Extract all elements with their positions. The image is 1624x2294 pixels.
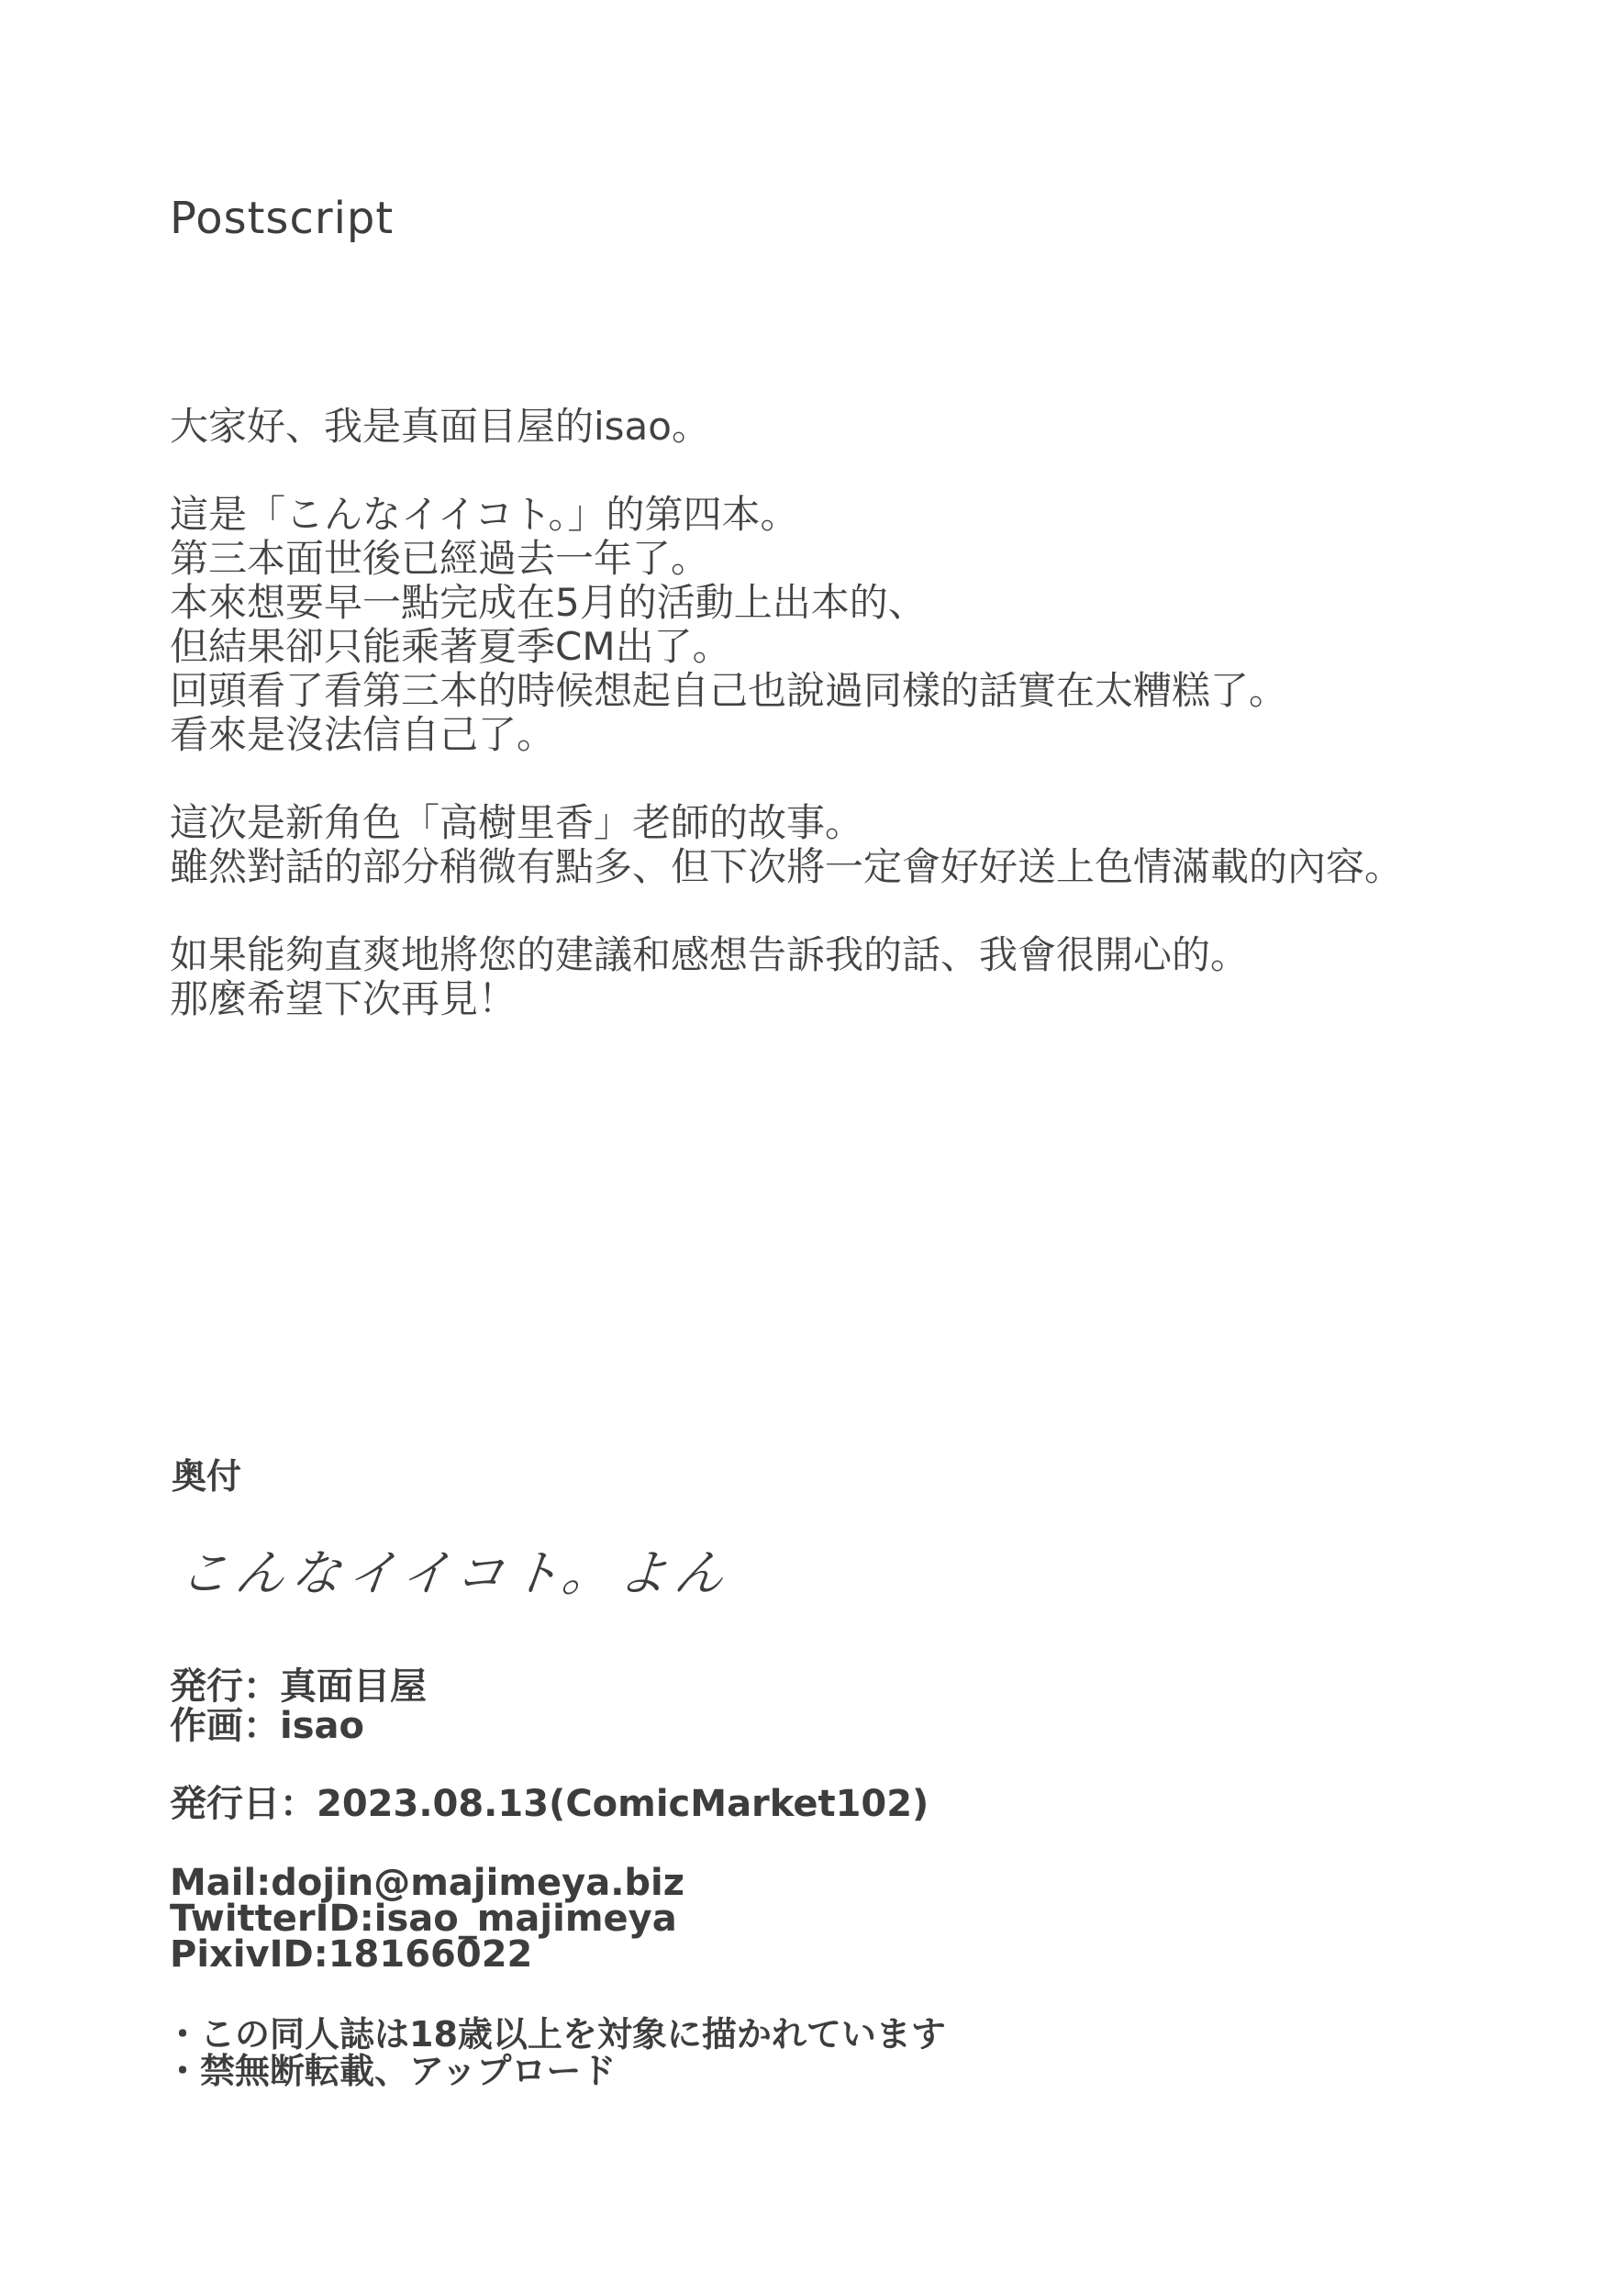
body-line: 第三本面世後已經過去一年了。 — [170, 536, 710, 581]
no-repost-notice: ・禁無断転載、アップロード — [165, 2051, 617, 2091]
body-line-blank — [170, 889, 1403, 933]
body-line: 如果能夠直爽地將您的建議和感想告訴我的話、我會很開心的。 — [170, 932, 1250, 977]
contact-pixiv: PixivID:18166022 — [170, 1933, 533, 1976]
body-line: 那麼希望下次再見！ — [170, 976, 517, 1021]
body-line: 看來是沒法信自己了。 — [170, 712, 556, 757]
body-line: 但結果卻只能乘著夏季CM出了。 — [170, 624, 731, 669]
book-title-handwritten: こんなイイコト。よん — [176, 1544, 734, 1602]
body-line: 大家好、我是真面目屋的isao。 — [170, 404, 710, 449]
body-line: 雖然對話的部分稍微有點多、但下次將一定會好好送上色情滿載的內容。 — [170, 844, 1404, 889]
colophon-heading: 奥付 — [172, 1456, 242, 1497]
afterword-body — [170, 405, 1403, 1021]
body-line: 回頭看了看第三本的時候想起自己也說過同樣的話實在太糟糕了。 — [170, 668, 1288, 713]
body-line: 這次是新角色「高樹里香」老師的故事。 — [170, 800, 864, 845]
contact-twitter: TwitterID:isao_majimeya — [170, 1898, 677, 1940]
contact-mail: Mail:dojin@majimeya.biz — [170, 1862, 685, 1904]
contact-block — [170, 1862, 685, 1976]
age-restriction-notice: ・この同人誌は18歳以上を対象に描かれています — [165, 2014, 946, 2055]
publisher-block — [170, 1667, 427, 1746]
body-line-blank — [170, 757, 1403, 801]
page-title: Postscript — [170, 193, 395, 244]
artist-line: 作画：isao — [170, 1705, 364, 1747]
body-line-blank — [170, 449, 1403, 493]
notice-block — [165, 2016, 946, 2089]
publish-date-line: 発行日：2023.08.13(ComicMarket102) — [170, 1783, 929, 1825]
publisher-line: 発行：真面目屋 — [170, 1665, 427, 1708]
body-line: 本來想要早一點完成在5月的活動上出本的、 — [170, 580, 927, 625]
body-line: 這是「こんなイイコト。」的第四本。 — [170, 492, 799, 537]
